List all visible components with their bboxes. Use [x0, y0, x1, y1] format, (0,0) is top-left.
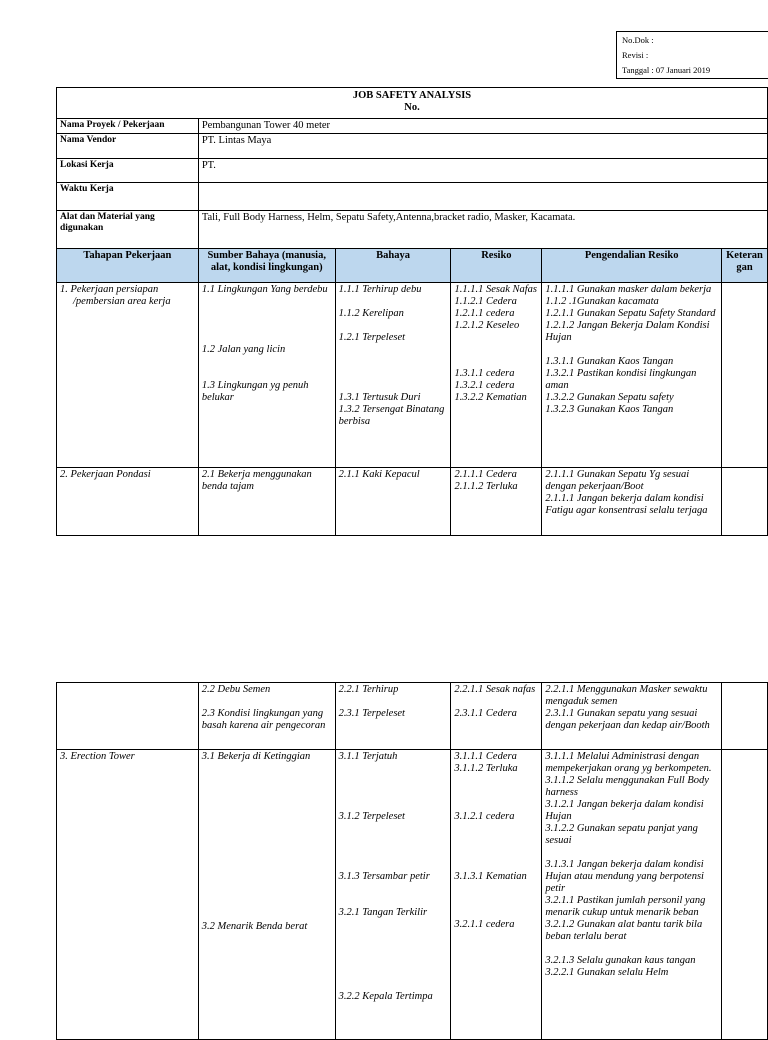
pengendalian-cell: 1.1.1.1 Gunakan masker dalam bekerja 1.1.2 .1Gunakan kacamata 1.2.1.1 Gunakan Sepatu Safety Standard 1.2.1.2 Jangan Bekerja Dalam Kondisi Hujan 1.3.1.1 Gunakan Kaos Tangan 1.3.2.1 Pastikan kondisi lingkungan aman 1.3.2.2 Gunakan Sepatu safety 1.3.2.3 Gunakan Kaos Tangan	[542, 283, 722, 468]
header-tahapan: Tahapan Pekerjaan	[57, 249, 199, 283]
pengendalian-cell: 2.2.1.1 Menggunakan Masker sewaktu mengaduk semen 2.3.1.1 Gunakan sepatu yang sesuai dengan pekerjaan dan kedap air/Booth	[542, 683, 722, 750]
field-value-location: PT.	[198, 159, 767, 183]
header-resiko: Resiko	[451, 249, 542, 283]
resiko-cell: 2.1.1.1 Cedera 2.1.1.2 Terluka	[451, 468, 542, 536]
sumber-cell: 2.1 Bekerja menggunakan benda tajam	[198, 468, 335, 536]
pengendalian-cell: 3.1.1.1 Melalui Administrasi dengan mempekerjakan orang yg berkompeten. 3.1.1.2 Selalu menggunakan Full Body harness 3.1.2.1 Jangan bekerja dalam kondisi Hujan 3.1.2.2 Gunakan sepatu panjat yang sesuai 3.1.3.1 Jangan bekerja dalam kondisi Hujan atau mendung yang berpotensi petir 3.2.1.1 Pastikan jumlah personil yang menarik cukup untuk menarik beban 3.2.1.2 Gunakan alat bantu tarik bila beban terlalu berat 3.2.1.3 Selalu gunakan kaus tangan 3.2.2.1 Gunakan selalu Helm	[542, 750, 722, 1040]
keterangan-cell	[722, 283, 768, 468]
header-sumber-bahaya: Sumber Bahaya (manusia, alat, kondisi lingkungan)	[198, 249, 335, 283]
resiko-cell: 3.1.1.1 Cedera 3.1.1.2 Terluka 3.1.2.1 cedera 3.1.3.1 Kematian 3.2.1.1 cedera	[451, 750, 542, 1040]
table-row	[57, 750, 768, 1040]
sumber-cell: 1.1 Lingkungan Yang berdebu 1.2 Jalan yang licin 1.3 Lingkungan yg penuh belukar	[198, 283, 335, 468]
jsa-table-page2	[56, 682, 768, 1040]
bahaya-cell: 2.1.1 Kaki Kepacul	[335, 468, 451, 536]
document-info-box	[616, 31, 768, 79]
field-label-location: Lokasi Kerja	[57, 159, 199, 183]
bahaya-cell: 1.1.1 Terhirup debu 1.1.2 Kerelipan 1.2.1 Terpeleset 1.3.1 Tertusuk Duri 1.3.2 Tersengat Binatang berbisa	[335, 283, 451, 468]
doc-revision: Revisi :	[622, 50, 649, 60]
keterangan-cell	[722, 750, 768, 1040]
table-row	[57, 683, 768, 750]
sumber-cell: 3.1 Bekerja di Ketinggian 3.2 Menarik Benda berat	[198, 750, 335, 1040]
bahaya-cell: 3.1.1 Terjatuh 3.1.2 Terpeleset 3.1.3 Tersambar petir 3.2.1 Tangan Terkilir 3.2.2 Kepala Tertimpa	[335, 750, 451, 1040]
table-row	[57, 468, 768, 536]
keterangan-cell	[722, 683, 768, 750]
keterangan-cell	[722, 468, 768, 536]
tahapan-cell: 1. Pekerjaan persiapan /pembersian area kerja	[57, 283, 199, 468]
field-value-project: Pembangunan Tower 40 meter	[198, 119, 767, 134]
jsa-table-page1	[56, 87, 768, 536]
pengendalian-cell: 2.1.1.1 Gunakan Sepatu Yg sesuai dengan pekerjaan/Boot 2.1.1.1 Jangan bekerja dalam kondisi Fatigu agar konsentrasi selalu terjaga	[542, 468, 722, 536]
tahapan-cell: 2. Pekerjaan Pondasi	[57, 468, 199, 536]
header-keterangan: Keterangan	[722, 249, 768, 283]
table-row	[57, 283, 768, 468]
field-value-tools: Tali, Full Body Harness, Helm, Sepatu Safety,Antenna,bracket radio, Masker, Kacamata.	[198, 211, 767, 249]
header-pengendalian: Pengendalian Resiko	[542, 249, 722, 283]
field-label-time: Waktu Kerja	[57, 183, 199, 211]
jsa-title: JOB SAFETY ANALYSIS No.	[57, 88, 768, 119]
field-label-project: Nama Proyek / Pekerjaan	[57, 119, 199, 134]
resiko-cell: 2.2.1.1 Sesak nafas 2.3.1.1 Cedera	[451, 683, 542, 750]
field-value-time	[198, 183, 767, 211]
resiko-cell: 1.1.1.1 Sesak Nafas 1.1.2.1 Cedera 1.2.1.1 cedera 1.2.1.2 Keseleo 1.3.1.1 cedera 1.3.2.1 cedera 1.3.2.2 Kematian	[451, 283, 542, 468]
header-bahaya: Bahaya	[335, 249, 451, 283]
tahapan-cell	[57, 683, 199, 750]
field-value-vendor: PT. Lintas Maya	[198, 134, 767, 159]
field-label-vendor: Nama Vendor	[57, 134, 199, 159]
doc-date: Tanggal : 07 Januari 2019	[622, 65, 711, 75]
sumber-cell: 2.2 Debu Semen 2.3 Kondisi lingkungan yang basah karena air pengecoran	[198, 683, 335, 750]
bahaya-cell: 2.2.1 Terhirup 2.3.1 Terpeleset	[335, 683, 451, 750]
tahapan-cell: 3. Erection Tower	[57, 750, 199, 1040]
field-label-tools: Alat dan Material yang digunakan	[57, 211, 199, 249]
doc-number: No.Dok :	[622, 35, 654, 45]
